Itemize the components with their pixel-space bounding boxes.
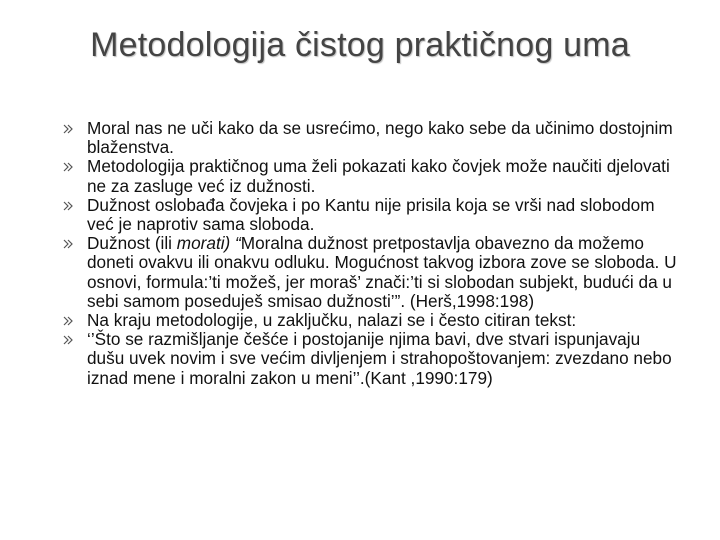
bullet-item-2	[60, 157, 680, 195]
arrow-bullet-icon	[62, 161, 74, 173]
bullet-item-5	[60, 311, 680, 330]
bullet-text-italic: morati) “	[176, 233, 241, 254]
arrow-bullet-icon	[62, 315, 74, 327]
arrow-bullet-icon	[62, 200, 74, 212]
bullet-text: Na kraju metodologije, u zaključku, nalazi se i često citiran tekst:	[87, 310, 577, 331]
arrow-bullet-icon	[62, 334, 74, 346]
bullet-text: Metodologija praktičnog uma želi pokazati kako čovjek može naučiti djelovati ne za zasluge već iz dužnosti.	[87, 156, 670, 196]
bullet-item-4	[60, 234, 680, 311]
bullet-item-6	[60, 330, 680, 388]
bullet-text: Moral nas ne uči kako da se usrećimo, nego kako sebe da učinimo dostojnim blaženstva.	[87, 118, 673, 158]
bullet-list	[60, 119, 680, 388]
slide-title: Metodologija čistog praktičnog uma	[90, 26, 630, 64]
bullet-text-plain: Moralna dužnost pretpostavlja obavezno da možemo doneti ovakvu ili onakvu odluku. Mogućnost takvog izbora zove se sloboda. U osnovi, formula:’ti možeš, jer moraš’ znači:’ti si slobodan subjekt, budući da u sebi samom poseduješ smisao dužnosti’”. (Herš,1998:198)	[87, 233, 677, 311]
bullet-text-plain: Dužnost (ili	[87, 233, 177, 254]
bullet-item-3	[60, 196, 680, 234]
bullet-item-1	[60, 119, 680, 157]
arrow-bullet-icon	[62, 123, 74, 135]
bullet-text: Dužnost oslobađa čovjeka i po Kantu nije prisila koja se vrši nad slobodom već je naprotiv sama sloboda.	[87, 194, 655, 235]
arrow-bullet-icon	[62, 238, 74, 250]
bullet-text: ‘’Što se razmišljanje češće i postojanije njima bavi, dve stvari ispunjavaju dušu uvek novim i sve većim divljenjem i strahopoštovanjem: zvezdano nebo iznad mene i moralni zakon u meni’’.(Kant ,1990:179)	[87, 329, 672, 388]
bullet-text	[87, 233, 677, 311]
